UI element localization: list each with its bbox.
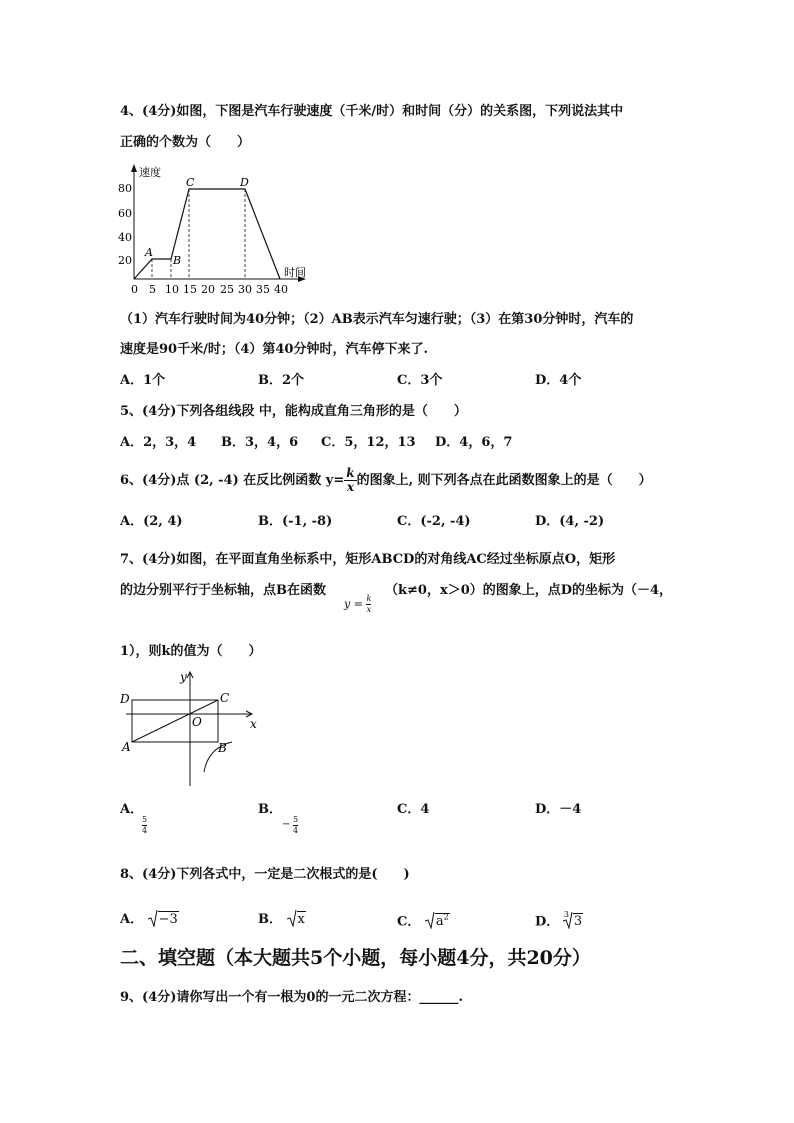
q7-option-b-sign: − xyxy=(282,819,291,830)
q4-option-d[interactable]: D．4个 xyxy=(535,373,582,388)
q8-option-d-radical xyxy=(564,909,583,931)
q8-option-b-label: B． xyxy=(258,912,282,927)
q8-option-b-expr: x xyxy=(297,912,305,927)
q8-option-d-expr: 3 xyxy=(573,914,583,930)
q4-point-label-b: B xyxy=(173,254,182,267)
q4-x-tick: 5 xyxy=(149,283,156,296)
q7-option-c[interactable]: C．4 xyxy=(397,802,430,817)
q7-formula-num: k xyxy=(366,594,372,603)
q8-option-d-index: 3 xyxy=(563,910,569,919)
q4-x-axis-label: 时间 xyxy=(284,266,306,279)
q8-option-c-base: a xyxy=(435,914,444,930)
q4-statements-line1: （1）汽车行驶时间为40分钟；（2）AB表示汽车匀速行驶；（3）在第30分钟时，汽车的 xyxy=(120,312,634,327)
section-2-title: 二、填空题（本大题共5个小题，每小题4分，共20分） xyxy=(120,947,591,969)
q7-formula-den: x xyxy=(366,605,372,614)
q4-x-tick: 10 xyxy=(165,283,179,296)
q7-stem-line3: 1），则k的值为（ ） xyxy=(120,644,262,659)
q4-x-tick: 25 xyxy=(220,283,234,296)
q7-label-o: O xyxy=(192,715,202,729)
q8-option-a-radical xyxy=(148,909,179,929)
q5-option-a[interactable]: A．2，3，4 xyxy=(120,435,197,450)
q7-option-a-den: 4 xyxy=(142,826,148,835)
q8-option-c-exp: 2 xyxy=(443,913,449,922)
q4-x-tick: 0 xyxy=(131,283,138,296)
q7-option-a-num: 5 xyxy=(142,815,148,824)
q4-x-tick: 15 xyxy=(183,283,197,296)
q7-option-d[interactable]: D．－4 xyxy=(535,802,582,817)
q7-diagonal-ac xyxy=(132,700,218,742)
q6-frac-num: k xyxy=(346,466,355,480)
q7-option-a-frac xyxy=(142,815,147,836)
q6-stem-before: 6、(4分)点 (2, -4) 在反比例函数 y= xyxy=(120,473,345,488)
q4-y-axis-label: 速度 xyxy=(139,166,161,179)
radical-sign-icon xyxy=(148,909,158,927)
q8-option-a[interactable] xyxy=(120,909,179,929)
q8-option-c-radical xyxy=(425,909,450,931)
q8-option-b-radical xyxy=(287,909,306,929)
q8-option-a-label: A． xyxy=(120,912,144,927)
q4-statements-line2: 速度是90千米/时；（4）第40分钟时，汽车停下来了. xyxy=(120,342,429,357)
q4-x-tick: 20 xyxy=(201,283,215,296)
q7-label-c: C xyxy=(220,691,230,705)
q4-point-label-d: D xyxy=(240,176,249,189)
q6-option-d[interactable]: D．(4, -2) xyxy=(535,514,605,529)
q4-point-label-c: C xyxy=(186,176,195,189)
q5-option-c[interactable]: C．5，12，13 xyxy=(321,435,416,450)
q9-stem: 9、(4分)请你写出一个有一根为0的一元二次方程：______. xyxy=(120,990,463,1005)
q4-option-a[interactable]: A．1个 xyxy=(120,373,166,388)
q4-point-label-a: A xyxy=(145,246,153,259)
q6-frac-den: x xyxy=(346,480,354,494)
q7-formula-frac xyxy=(366,594,371,615)
q4-y-arrow xyxy=(131,164,137,172)
q8-option-a-expr: −3 xyxy=(158,912,178,927)
q4-y-tick: 80 xyxy=(118,182,132,195)
q6-option-a[interactable]: A．(2, 4) xyxy=(120,514,183,529)
q6-option-c[interactable]: C．(-2, -4) xyxy=(397,514,471,529)
q5-option-b[interactable]: B．3，4，6 xyxy=(221,435,299,450)
q8-stem: 8、(4分)下列各式中，一定是二次根式的是( ) xyxy=(120,867,410,882)
q4-x-tick: 30 xyxy=(238,283,252,296)
q7-option-a[interactable]: A． xyxy=(120,802,144,817)
q7-coordinate-graph xyxy=(112,668,272,788)
radical-sign-icon xyxy=(287,909,297,927)
q4-y-tick: 60 xyxy=(118,207,132,220)
q6-fraction xyxy=(344,467,356,494)
q8-option-c-expr xyxy=(435,913,450,929)
q4-stem-line2: 正确的个数为（ ） xyxy=(120,135,251,150)
q5-option-d[interactable]: D．4，6，7 xyxy=(435,435,513,450)
q4-x-tick: 40 xyxy=(274,283,288,296)
q8-option-d[interactable] xyxy=(535,909,583,931)
q7-formula-prefix: y = xyxy=(344,597,363,611)
q4-x-tick: 35 xyxy=(256,283,270,296)
q4-y-tick: 40 xyxy=(118,231,132,244)
q7-option-b-den: 4 xyxy=(293,826,299,835)
q8-option-d-label: D． xyxy=(535,914,560,930)
radical-sign-icon xyxy=(425,911,435,929)
q4-option-b[interactable]: B．2个 xyxy=(258,373,305,388)
q7-option-b-frac xyxy=(293,815,298,836)
q7-option-b[interactable]: B． xyxy=(258,802,282,817)
q4-speed-line xyxy=(134,189,280,279)
q8-option-c[interactable] xyxy=(397,909,450,931)
q4-speed-time-graph xyxy=(112,162,312,298)
q7-stem-line1: 7、(4分)如图，在平面直角坐标系中，矩形ABCD的对角线AC经过坐标原点O，矩形 xyxy=(120,552,616,567)
q7-label-x: x xyxy=(250,717,257,731)
q7-label-d: D xyxy=(120,692,130,706)
q4-stem-line1: 4、(4分)如图，下图是汽车行驶速度（千米/时）和时间（分）的关系图，下列说法其中 xyxy=(120,104,624,119)
q8-option-b[interactable] xyxy=(258,909,306,929)
q7-label-y: y xyxy=(180,670,187,684)
q8-option-c-label: C． xyxy=(397,914,421,930)
q6-stem-after: 的图象上, 则下列各点在此函数图象上的是（ ） xyxy=(356,473,652,488)
q5-stem: 5、(4分)下列各组线段 中，能构成直角三角形的是（ ） xyxy=(120,404,467,419)
q4-y-tick: 20 xyxy=(118,254,132,267)
q7-label-b: B xyxy=(218,741,227,755)
q6-stem xyxy=(120,464,652,498)
q7-stem-line2-after: （k≠0，x＞0）的图象上，点D的坐标为（－4， xyxy=(385,583,673,598)
q7-stem-line2-before: 的边分别平行于坐标轴，点B在函数 xyxy=(120,583,326,598)
q7-formula xyxy=(344,594,371,615)
q7-option-b-num: 5 xyxy=(293,815,299,824)
q6-option-b[interactable]: B．(-1, -8) xyxy=(258,514,333,529)
q4-option-c[interactable]: C．3个 xyxy=(397,373,443,388)
q7-label-a: A xyxy=(122,740,131,754)
